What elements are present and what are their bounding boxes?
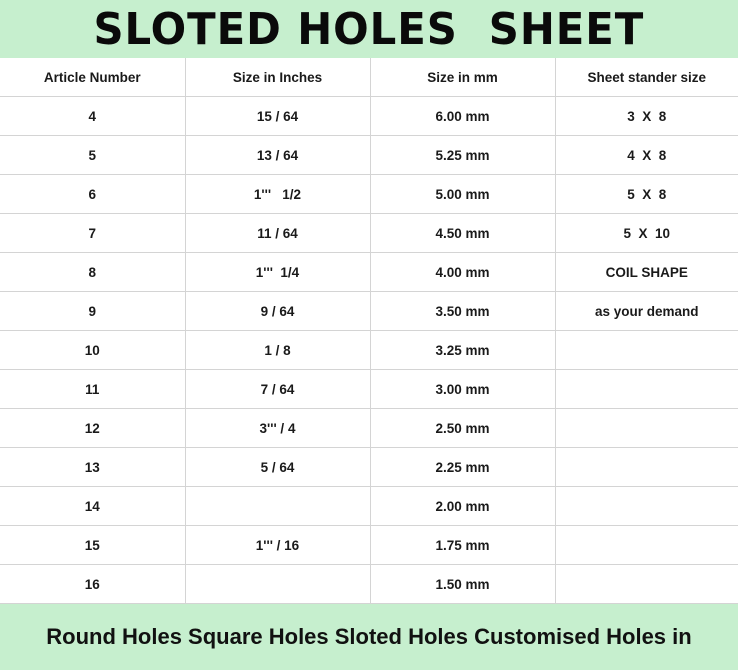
cell-article-number: 11 — [0, 370, 185, 409]
cell-size-inches: 13 / 64 — [185, 136, 370, 175]
header-sheet-size: Sheet stander size — [555, 58, 738, 97]
cell-article-number: 7 — [0, 214, 185, 253]
cell-article-number: 8 — [0, 253, 185, 292]
cell-size-inches: 1''' 1/4 — [185, 253, 370, 292]
cell-article-number: 5 — [0, 136, 185, 175]
table-row — [0, 487, 738, 526]
slot-size-table — [0, 58, 738, 604]
cell-size-inches: 5 / 64 — [185, 448, 370, 487]
cell-size-mm: 5.00 mm — [370, 175, 555, 214]
cell-article-number: 15 — [0, 526, 185, 565]
table-row — [0, 292, 738, 331]
table-row — [0, 97, 738, 136]
cell-sheet-size: 3 X 8 — [555, 97, 738, 136]
cell-article-number: 9 — [0, 292, 185, 331]
cell-sheet-size: 5 X 8 — [555, 175, 738, 214]
table-row — [0, 214, 738, 253]
cell-article-number: 13 — [0, 448, 185, 487]
table-row — [0, 136, 738, 175]
cell-article-number: 16 — [0, 565, 185, 604]
cell-sheet-size: 4 X 8 — [555, 136, 738, 175]
sheet-title: SLOTED HOLES SHEET — [93, 3, 645, 55]
cell-size-inches: 15 / 64 — [185, 97, 370, 136]
cell-sheet-size: COIL SHAPE — [555, 253, 738, 292]
cell-size-inches: 3''' / 4 — [185, 409, 370, 448]
cell-size-mm: 3.25 mm — [370, 331, 555, 370]
cell-size-mm: 2.25 mm — [370, 448, 555, 487]
footer-text: Round Holes Square Holes Sloted Holes Customised Holes in — [46, 624, 692, 649]
cell-size-mm: 4.00 mm — [370, 253, 555, 292]
cell-article-number: 14 — [0, 487, 185, 526]
cell-sheet-size — [555, 487, 738, 526]
table-row — [0, 526, 738, 565]
header-size-inches: Size in Inches — [185, 58, 370, 97]
cell-size-mm: 2.50 mm — [370, 409, 555, 448]
footer-banner — [0, 604, 738, 670]
cell-article-number: 4 — [0, 97, 185, 136]
cell-sheet-size — [555, 331, 738, 370]
table-row — [0, 565, 738, 604]
table-header-row — [0, 58, 738, 97]
table-row — [0, 253, 738, 292]
cell-size-inches — [185, 487, 370, 526]
cell-article-number: 12 — [0, 409, 185, 448]
cell-size-mm: 1.75 mm — [370, 526, 555, 565]
table-row — [0, 409, 738, 448]
cell-sheet-size — [555, 370, 738, 409]
cell-sheet-size — [555, 409, 738, 448]
header-article-number: Article Number — [0, 58, 185, 97]
title-banner — [0, 0, 738, 58]
table-row — [0, 331, 738, 370]
cell-size-mm: 2.00 mm — [370, 487, 555, 526]
cell-size-inches: 1''' / 16 — [185, 526, 370, 565]
cell-article-number: 10 — [0, 331, 185, 370]
cell-sheet-size: as your demand — [555, 292, 738, 331]
cell-sheet-size — [555, 565, 738, 604]
cell-size-mm: 3.00 mm — [370, 370, 555, 409]
cell-size-inches: 9 / 64 — [185, 292, 370, 331]
cell-size-inches: 11 / 64 — [185, 214, 370, 253]
cell-article-number: 6 — [0, 175, 185, 214]
cell-sheet-size — [555, 448, 738, 487]
cell-sheet-size: 5 X 10 — [555, 214, 738, 253]
cell-size-mm: 1.50 mm — [370, 565, 555, 604]
table-row — [0, 370, 738, 409]
header-size-mm: Size in mm — [370, 58, 555, 97]
cell-size-inches — [185, 565, 370, 604]
table-row — [0, 448, 738, 487]
cell-size-inches: 1''' 1/2 — [185, 175, 370, 214]
cell-size-mm: 4.50 mm — [370, 214, 555, 253]
cell-size-inches: 7 / 64 — [185, 370, 370, 409]
cell-size-mm: 3.50 mm — [370, 292, 555, 331]
cell-size-mm: 5.25 mm — [370, 136, 555, 175]
table-row — [0, 175, 738, 214]
cell-sheet-size — [555, 526, 738, 565]
cell-size-inches: 1 / 8 — [185, 331, 370, 370]
cell-size-mm: 6.00 mm — [370, 97, 555, 136]
